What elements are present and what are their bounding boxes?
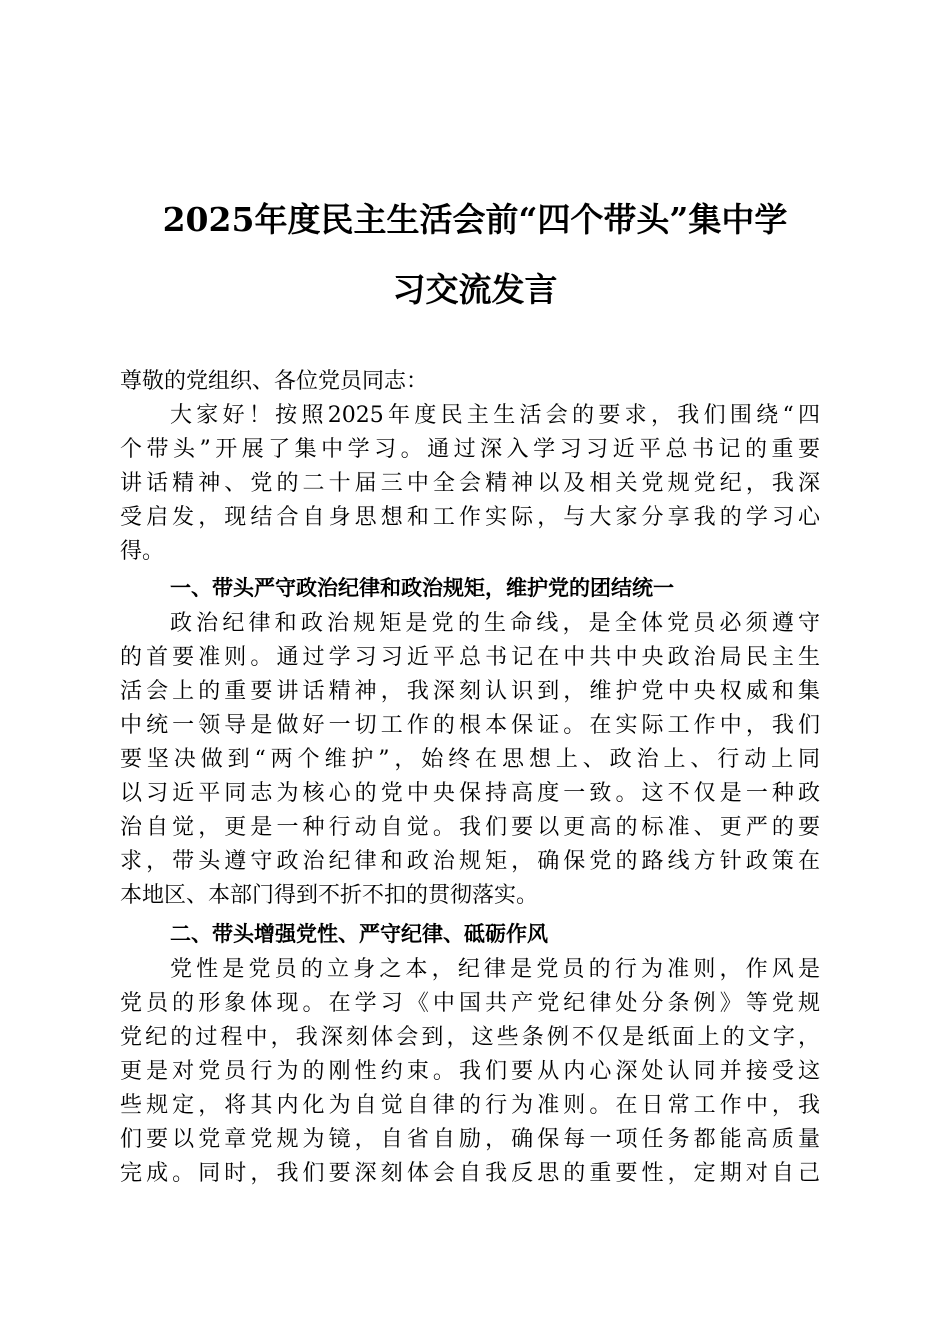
salutation: 尊敬的党组织、各位党员同志： [120, 369, 429, 394]
section-2-line: 些规定，将其内化为自觉自律的行为准则。在日常工作中，我 [120, 1093, 820, 1118]
section-2-heading: 二、带头增强党性、严守纪律、砥砺作风 [170, 922, 548, 946]
intro-line: 讲话精神、党的二十届三中全会精神以及相关党规党纪，我深 [120, 471, 820, 496]
intro-line: 大家好！按照2025年度民主生活会的要求，我们围绕“四 [170, 403, 820, 428]
section-1-line: 政治纪律和政治规矩是党的生命线，是全体党员必须遵守 [170, 611, 820, 636]
intro-line: 受启发，现结合自身思想和工作实际，与大家分享我的学习心 [120, 505, 820, 530]
section-1-line: 以习近平同志为核心的党中央保持高度一致。这不仅是一种政 [120, 781, 820, 806]
section-2-line: 们要以党章党规为镜，自省自励，确保每一项任务都能高质量 [120, 1127, 820, 1152]
section-2-line: 党纪的过程中，我深刻体会到，这些条例不仅是纸面上的文字， [120, 1025, 820, 1050]
section-2-line: 党性是党员的立身之本，纪律是党员的行为准则，作风是 [170, 957, 820, 982]
section-1-line: 活会上的重要讲话精神，我深刻认识到，维护党中央权威和集 [120, 679, 820, 704]
intro-line: 得。 [120, 539, 165, 564]
section-1-line: 治自觉，更是一种行动自觉。我们要以更高的标准、更严的要 [120, 815, 820, 840]
section-1-line: 求，带头遵守政治纪律和政治规矩，确保党的路线方针政策在 [120, 849, 820, 874]
document-title-line-2: 习交流发言 [392, 270, 558, 309]
document-title-line-1: 2025年度民主生活会前“四个带头”集中学 [162, 200, 788, 239]
section-2-line: 党员的形象体现。在学习《中国共产党纪律处分条例》等党规 [120, 991, 820, 1016]
intro-line: 个带头”开展了集中学习。通过深入学习习近平总书记的重要 [120, 437, 820, 462]
section-1-line: 的首要准则。通过学习习近平总书记在中共中央政治局民主生 [120, 645, 820, 670]
section-2-line: 完成。同时，我们要深刻体会自我反思的重要性，定期对自己 [120, 1161, 820, 1186]
section-2-line: 更是对党员行为的刚性约束。我们要从内心深处认同并接受这 [120, 1059, 820, 1084]
section-1-line: 本地区、本部门得到不折不扣的贯彻落实。 [120, 883, 539, 908]
section-1-heading: 一、带头严守政治纪律和政治规矩，维护党的团结统一 [170, 576, 674, 600]
section-1-line: 要坚决做到“两个维护”，始终在思想上、政治上、行动上同 [120, 747, 820, 772]
section-1-line: 中统一领导是做好一切工作的根本保证。在实际工作中，我们 [120, 713, 820, 738]
